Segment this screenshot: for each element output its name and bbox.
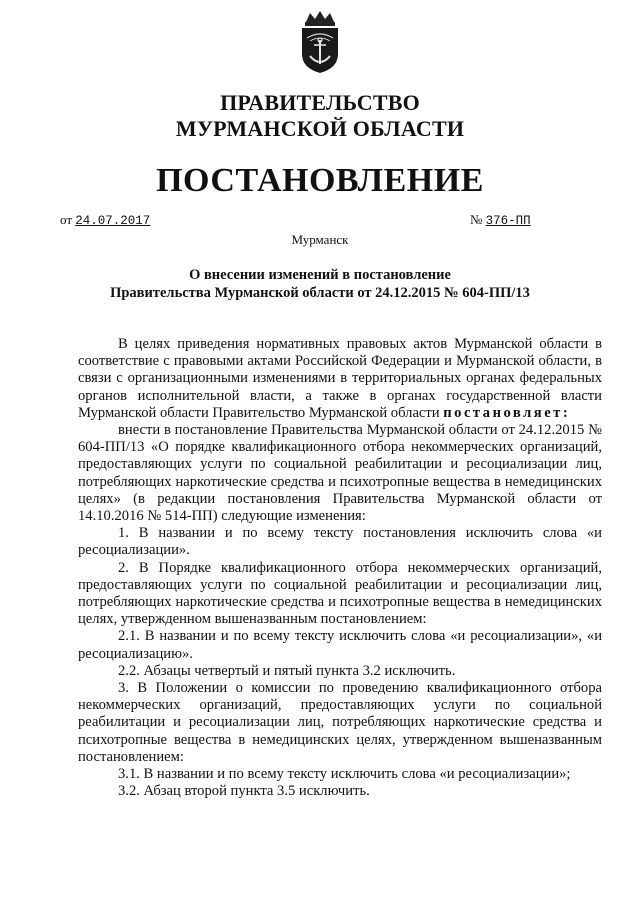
intro-paragraph (78, 336, 602, 422)
decree-paragraph: внести в постановление Правительства Мурманской области от 24.12.2015 № 604-ПП/13 «О порядке квалификационного отбора некоммерческих организаций, предоставляющих услуги по социальной реабилитации и ресоциализации лиц, потребляющих наркотические средства и психотропные вещества в немедицинских целях» (в редакции постановления Правительства Мурманской области от 14.10.2016 № 514-ПП) следующие изменения: (78, 422, 602, 525)
issue-city: Мурманск (291, 232, 349, 247)
subject-line2: Правительства Мурманской области от 24.12.2015 № 604-ПП/13 (110, 285, 530, 301)
item-paragraph: 2.1. В названии и по всему тексту исключить слова «и ресоциализации», «и ресоциализацию». (78, 628, 602, 662)
subject-line1: О внесении изменений в постановление (189, 267, 451, 283)
item-paragraph: 3.1. В названии и по всему тексту исключить слова «и ресоциализации»; (118, 766, 571, 783)
government-name-line2: МУРМАНСКОЙ ОБЛАСТИ (175, 116, 465, 141)
document-subject (0, 266, 640, 302)
murmansk-coat-of-arms-icon (297, 10, 343, 74)
item-paragraph: 2. В Порядке квалификационного отбора некоммерческих организаций, предоставляющих услуги по социальной реабилитации и ресоциализации лиц, потребляющих наркотические средства и психотропные вещества в немедицинских целях, утвержденном вышеназванным постановлением: (78, 559, 602, 628)
document-type-title: ПОСТАНОВЛЕНИЕ (156, 162, 484, 199)
item-paragraph: 2.2. Абзацы четвертый и пятый пункта 3.2 исключить. (118, 662, 456, 679)
item-paragraph: 3.2. Абзац второй пункта 3.5 исключить. (118, 783, 370, 800)
item-paragraph: 1. В названии и по всему тексту постановления исключить слова «и ресоциализации». (78, 525, 602, 559)
document-date (60, 212, 150, 229)
government-name-line1: ПРАВИТЕЛЬСТВО (220, 90, 420, 115)
date-prefix: от (60, 212, 73, 227)
document-number (470, 212, 531, 229)
decree-word: постановляет: (443, 404, 571, 421)
number-value: 376-ПП (485, 214, 531, 228)
item-paragraph: 3. В Положении о комиссии по проведению квалификационного отбора некоммерческих организаций, предоставляющих услуги по социальной реабилитации и ресоциализации лиц, потребляющих наркотические средства и психотропные вещества в немедицинских целях, утвержденном вышеназванным постановлением: (78, 680, 602, 765)
intro-text: В целях приведения нормативных правовых актов Мурманской области в соответствие с правовыми актами Российской Федерации и Мурманской области, в связи с организационными изменениями в территориальных органах федеральных органов исполнительной власти, а также в органах государственной власти Мурманской области Правительство Мурманской области (78, 336, 602, 421)
date-value: 24.07.2017 (75, 214, 151, 228)
number-prefix: № (470, 212, 483, 227)
document-body (78, 336, 602, 800)
